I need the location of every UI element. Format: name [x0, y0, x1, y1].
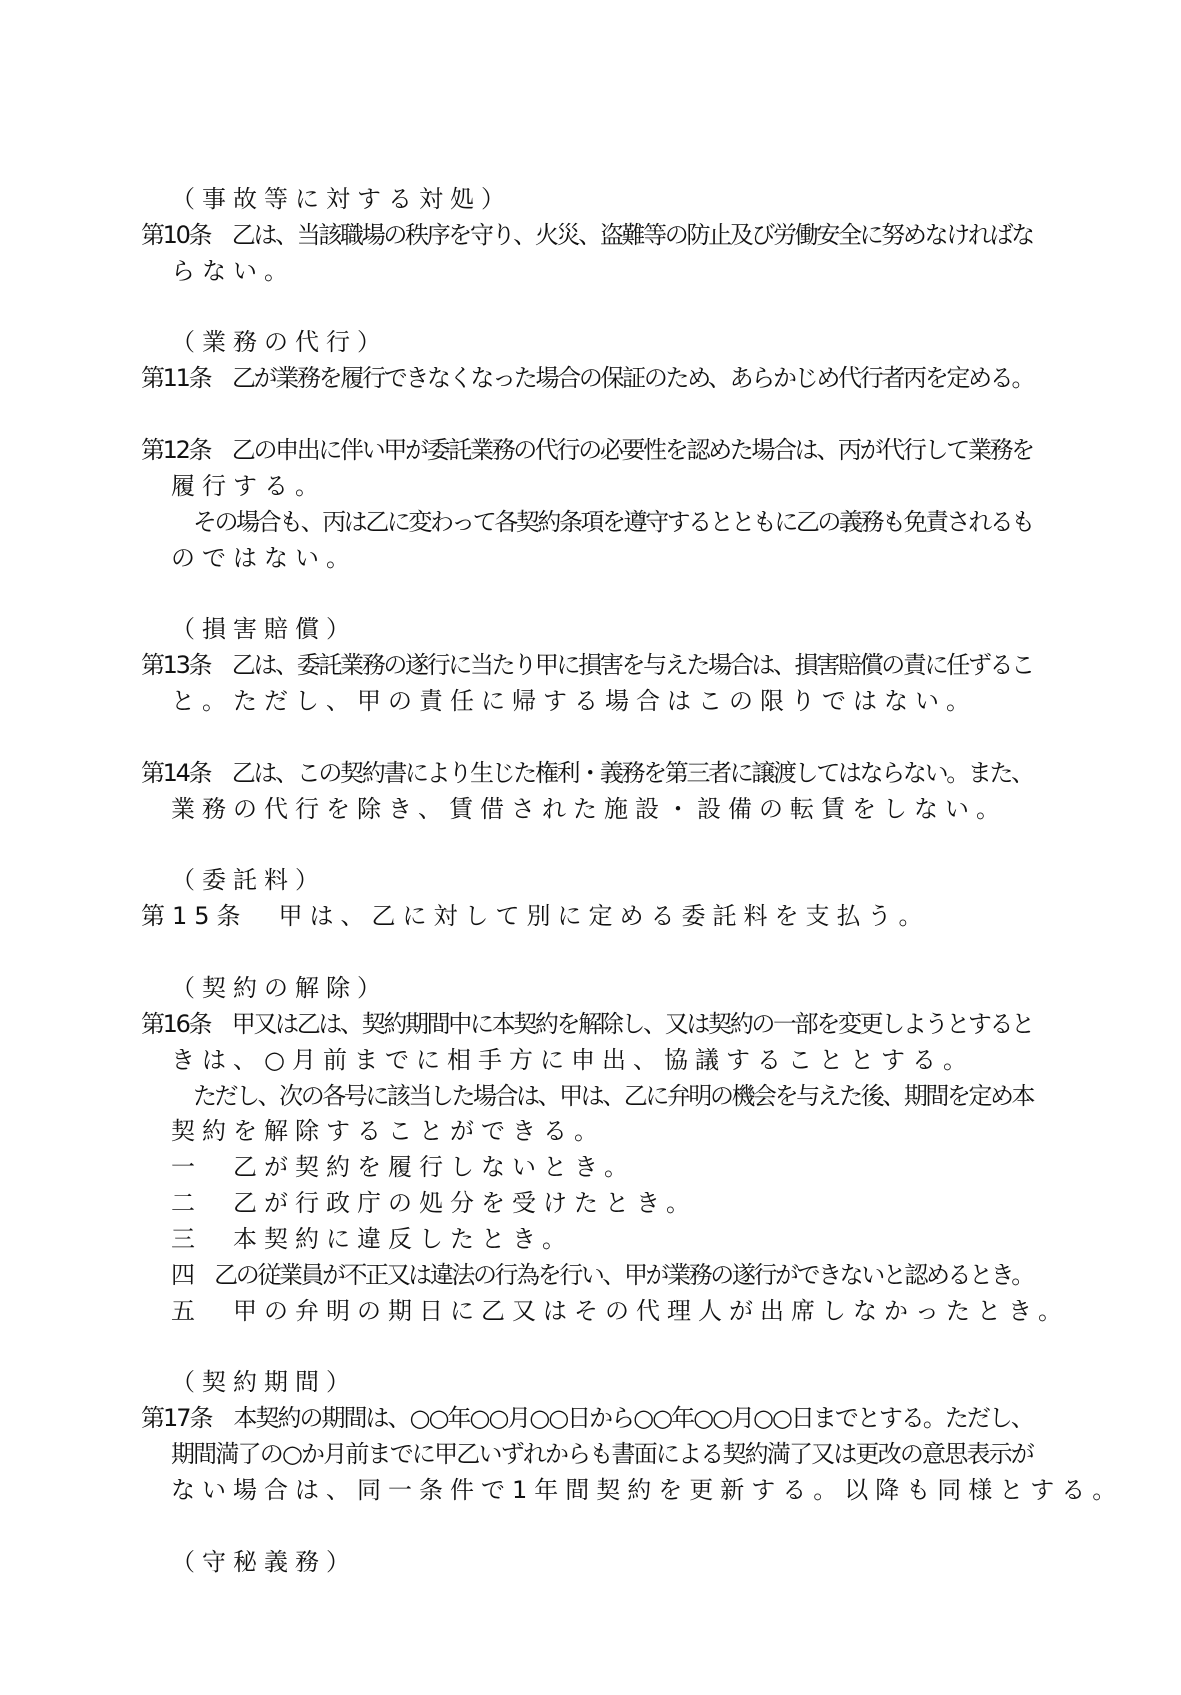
article-line: 第13条 乙は、委託業務の遂行に当たり甲に損害を与えた場合は、損害賠償の責に任ずるこ	[141, 651, 1033, 680]
list-item: 三 本契約に違反したとき。	[171, 1224, 574, 1253]
article-line: 第10条 乙は、当該職場の秩序を守り、火災、盗難等の防止及び労働安全に努めなければな	[141, 220, 1033, 249]
list-item: 二 乙が行政庁の処分を受けたとき。	[171, 1189, 698, 1218]
article-line: 第12条 乙の申出に伴い甲が委託業務の代行の必要性を認めた場合は、丙が代行して業務を	[141, 436, 1033, 465]
text-line: らない。	[171, 256, 295, 285]
text-line: のではない。	[171, 543, 357, 572]
article-line: 第14条 乙は、この契約書により生じた権利・義務を第三者に譲渡してはならない。また、	[141, 758, 1033, 787]
section-heading: （損害賠償）	[171, 615, 357, 644]
section-heading: （契約の解除）	[171, 973, 388, 1002]
text-line: その場合も、丙は乙に変わって各契約条項を遵守するとともに乙の義務も免責されるも	[193, 507, 1033, 536]
section-heading: （守秘義務）	[171, 1547, 357, 1576]
list-item: 五 甲の弁明の期日に乙又はその代理人が出席しなかったとき。	[171, 1296, 1070, 1325]
article-line: 第15条 甲は、乙に対して別に定める委託料を支払う。	[141, 902, 930, 931]
text-line: きは、○月前までに相手方に申出、協議することとする。	[171, 1045, 974, 1074]
article-line: 第11条 乙が業務を履行できなくなった場合の保証のため、あらかじめ代行者丙を定める。	[141, 364, 1034, 393]
text-line: 期間満了の○か月前までに甲乙いずれからも書面による契約満了又は更改の意思表示が	[171, 1440, 1033, 1469]
section-heading: （事故等に対する対処）	[171, 185, 512, 213]
article-line: 第16条 甲又は乙は、契約期間中に本契約を解除し、又は契約の一部を変更しようとすると	[141, 1009, 1033, 1038]
text-line: 契約を解除することができる。	[171, 1117, 605, 1146]
list-item: 四 乙の従業員が不正又は違法の行為を行い、甲が業務の遂行ができないと認めるとき。	[171, 1260, 1033, 1289]
text-line: ない場合は、同一条件で1年間契約を更新する。以降も同様とする。	[171, 1475, 1124, 1504]
list-item: 一 乙が契約を履行しないとき。	[171, 1153, 636, 1182]
text-line: と。ただし、甲の責任に帰する場合はこの限りではない。	[171, 687, 977, 716]
section-heading: （契約期間）	[171, 1368, 357, 1397]
section-heading: （業務の代行）	[171, 328, 388, 357]
section-heading: （委託料）	[171, 866, 326, 895]
text-line: 業務の代行を除き、賃借された施設・設備の転賃をしない。	[171, 794, 1008, 823]
text-line: ただし、次の各号に該当した場合は、甲は、乙に弁明の機会を与えた後、期間を定め本	[193, 1081, 1034, 1110]
contract-document-page	[0, 183, 1181, 1633]
text-line: 履行する。	[171, 471, 326, 500]
article-line: 第17条 本契約の期間は、○○年○○月○○日から○○年○○月○○日までとする。ただし、	[141, 1404, 1033, 1433]
